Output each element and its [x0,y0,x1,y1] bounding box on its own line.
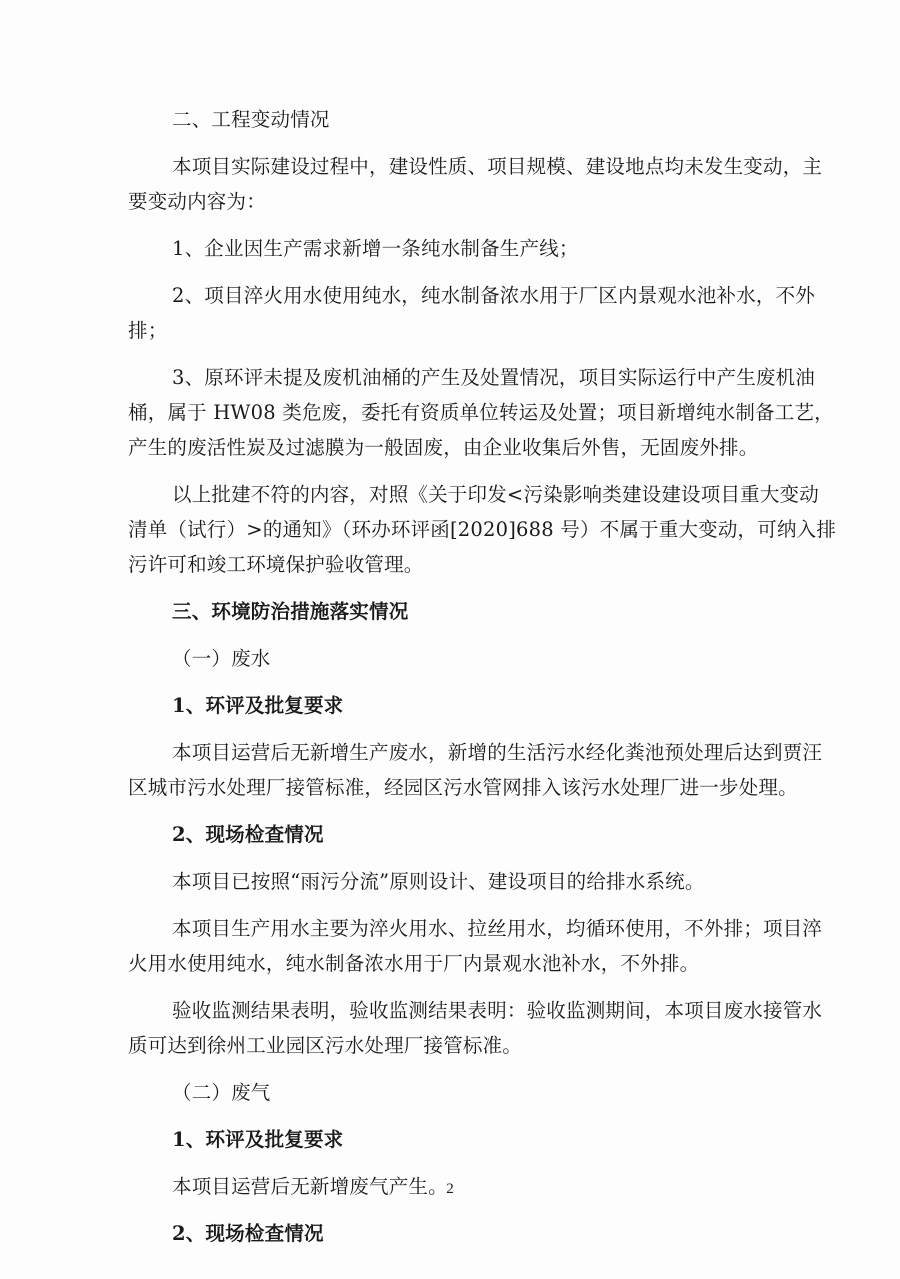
wastewater-inspection-p3 [128,993,823,1063]
paragraph-line: 桶，属于 HW08 类危废，委托有资质单位转运及处置；项目新增纯水制备工艺， [128,401,834,424]
change-item-3 [128,360,834,465]
paragraph-line: 火用水使用纯水，纯水制备浓水用于厂内景观水池补水，不外排。 [128,952,700,975]
paragraph-line: 本项目生产用水主要为淬火用水、拉丝用水，均循环使用，不外排；项目淬 [172,917,823,940]
paragraph-line: 本项目运营后无新增生产废水，新增的生活污水经化粪池预处理后达到贾汪 [172,741,823,764]
change-item-1: 1、企业因生产需求新增一条纯水制备生产线； [172,237,579,260]
document-body [128,102,837,1251]
exhaust-requirements-heading: 1、环评及批复要求 [172,1128,344,1151]
wastewater-requirements-heading: 1、环评及批复要求 [172,694,344,717]
paragraph-line: 产生的废活性炭及过滤膜为一般固废，由企业收集后外售，无固废外排。 [128,436,759,459]
exhaust-inspection-heading: 2、现场检查情况 [172,1222,324,1245]
wastewater-inspection-p2 [128,911,823,981]
paragraph-line: 污许可和竣工环境保护验收管理。 [128,553,424,576]
paragraph-conclusion [128,477,837,582]
subsection-title-exhaust: （二）废气 [172,1081,271,1104]
paragraph-line: 区城市污水处理厂接管标准，经园区污水管网排入该污水处理厂进一步处理。 [128,776,798,799]
paragraph-line: 验收监测结果表明，验收监测结果表明：验收监测期间，本项目废水接管水 [172,999,823,1022]
paragraph-line: 本项目实际建设过程中，建设性质、项目规模、建设地点均未发生变动，主 [172,155,823,178]
paragraph-line: 清单（试行）>的通知》（环办环评函[2020]688 号）不属于重大变动，可纳入排 [128,518,837,541]
section-heading-project-changes: 二、工程变动情况 [172,108,330,131]
paragraph-line: 2、项目淬火用水使用纯水，纯水制备浓水用于厂区内景观水池补水，不外 [172,284,816,307]
change-item-2 [128,278,816,348]
exhaust-requirements-text: 本项目运营后无新增废气产生。 [172,1175,448,1198]
subsection-title-wastewater: （一）废水 [172,647,271,670]
paragraph-intro [128,149,823,219]
paragraph-line: 质可达到徐州工业园区污水处理厂接管标准。 [128,1034,523,1057]
paragraph-line: 3、原环评未提及废机油桶的产生及处置情况，项目实际运行中产生废机油 [172,366,816,389]
wastewater-inspection-p1: 本项目已按照“雨污分流”原则设计、建设项目的给排水系统。 [172,870,705,893]
section-heading-environmental-measures: 三、环境防治措施落实情况 [172,600,409,623]
paragraph-line: 以上批建不符的内容，对照《关于印发<污染影响类建设建设项目重大变动 [172,483,819,506]
wastewater-inspection-heading: 2、现场检查情况 [172,823,324,846]
paragraph-line: 要变动内容为： [128,190,266,213]
paragraph-line: 排； [128,319,168,342]
page-number: 2 [446,1181,454,1197]
wastewater-requirements-text [128,735,823,805]
